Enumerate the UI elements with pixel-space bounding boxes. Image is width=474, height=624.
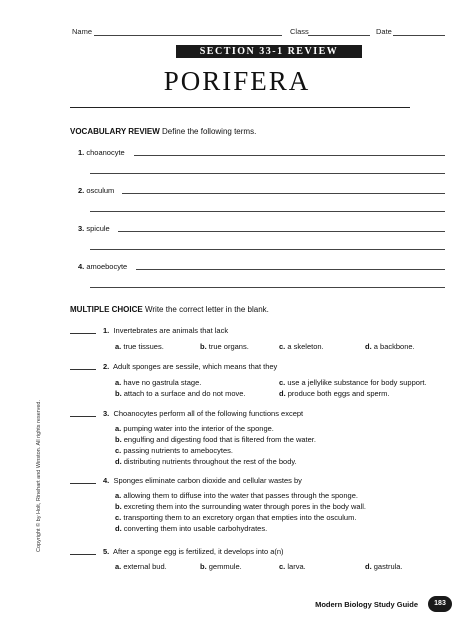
option: a. pumping water into the interior of the sponge. <box>115 424 274 433</box>
vocab-item-4: 4. amoebocyte <box>78 262 128 271</box>
option: d. gastrula. <box>365 562 403 571</box>
mc-question-5: 5. After a sponge egg is fertilized, it develops into a(n) <box>103 547 284 556</box>
vocab-answer-line[interactable] <box>134 155 445 156</box>
option: b. gemmule. <box>200 562 242 571</box>
option: c. passing nutrients to amebocytes. <box>115 446 234 455</box>
vocab-item-2: 2. osculum <box>78 186 115 195</box>
option: a. true tissues. <box>115 342 164 351</box>
name-label: Name <box>72 27 93 36</box>
page-title: PORIFERA <box>163 66 311 96</box>
option: c. a skeleton. <box>279 342 324 351</box>
class-label: Class <box>290 27 309 36</box>
copyright-notice: Copyright © by Holt, Rinehart and Winston. All rights reserved. <box>36 399 42 552</box>
date-field[interactable] <box>393 35 445 36</box>
option: c. use a jellylike substance for body support. <box>279 378 427 387</box>
vocab-item-3: 3. spicule <box>78 224 110 233</box>
vocab-answer-line[interactable] <box>118 231 445 232</box>
section-banner: SECTION 33-1 REVIEW <box>176 45 362 58</box>
option: a. have no gastrula stage. <box>115 378 202 387</box>
mc-heading: MULTIPLE CHOICE <box>70 305 143 314</box>
vocab-header <box>70 127 256 136</box>
answer-blank-4[interactable] <box>70 483 96 484</box>
class-field[interactable] <box>308 35 370 36</box>
vocab-answer-line[interactable] <box>90 173 445 174</box>
vocab-answer-line[interactable] <box>122 193 445 194</box>
mc-instruction: Write the correct letter in the blank. <box>144 305 269 314</box>
answer-blank-1[interactable] <box>70 333 96 334</box>
option: c. larva. <box>279 562 306 571</box>
option: a. allowing them to diffuse into the water that passes through the sponge. <box>115 491 358 500</box>
vocab-answer-line[interactable] <box>90 249 445 250</box>
mc-question-4: 4. Sponges eliminate carbon dioxide and cellular wastes by <box>103 476 302 485</box>
mc-header <box>70 305 269 314</box>
vocab-item-1: 1. choanocyte <box>78 148 125 157</box>
answer-blank-3[interactable] <box>70 416 96 417</box>
copyright-container <box>36 352 44 552</box>
option: b. engulfing and digesting food that is filtered from the water. <box>115 435 316 444</box>
mc-question-1: 1. Invertebrates are animals that lack <box>103 326 229 335</box>
option: b. attach to a surface and do not move. <box>115 389 246 398</box>
vocab-answer-line[interactable] <box>90 287 445 288</box>
vocab-instruction: Define the following terms. <box>162 127 257 136</box>
vocab-answer-line[interactable] <box>90 211 445 212</box>
option: d. a backbone. <box>365 342 415 351</box>
page-number: 183 <box>428 596 452 612</box>
mc-question-2: 2. Adult sponges are sessile, which means that they <box>103 362 278 371</box>
option: c. transporting them to an excretory organ that empties into the osculum. <box>115 513 357 522</box>
footer-guide: Modern Biology Study Guide <box>315 600 418 609</box>
vocab-heading: VOCABULARY REVIEW <box>70 127 160 136</box>
title-rule <box>70 107 410 108</box>
option: d. produce both eggs and sperm. <box>279 389 390 398</box>
date-label: Date <box>376 27 392 36</box>
mc-question-3: 3. Choanocytes perform all of the following functions except <box>103 409 304 418</box>
option: d. converting them into usable carbohydrates. <box>115 524 268 533</box>
answer-blank-5[interactable] <box>70 554 96 555</box>
option: b. true organs. <box>200 342 249 351</box>
answer-blank-2[interactable] <box>70 369 96 370</box>
option: b. excreting them into the surrounding water through pores in the body wall. <box>115 502 366 511</box>
option: a. external bud. <box>115 562 167 571</box>
name-field[interactable] <box>94 35 282 36</box>
option: d. distributing nutrients throughout the rest of the body. <box>115 457 297 466</box>
vocab-answer-line[interactable] <box>136 269 445 270</box>
